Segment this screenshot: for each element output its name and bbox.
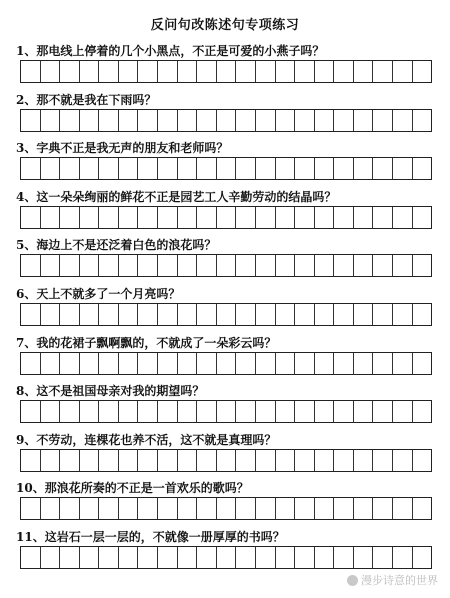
answer-cell[interactable] (413, 158, 432, 179)
answer-cell[interactable] (295, 110, 315, 131)
answer-cell[interactable] (138, 353, 158, 374)
answer-cell[interactable] (334, 304, 354, 325)
answer-cell[interactable] (21, 304, 41, 325)
answer-cell[interactable] (334, 110, 354, 131)
answer-cell[interactable] (178, 353, 198, 374)
answer-cell[interactable] (41, 110, 61, 131)
answer-cell[interactable] (295, 401, 315, 422)
answer-cell[interactable] (158, 547, 178, 568)
answer-cell[interactable] (217, 498, 237, 519)
answer-cell[interactable] (80, 547, 100, 568)
answer-cell[interactable] (217, 450, 237, 471)
answer-cell[interactable] (315, 498, 335, 519)
answer-cell[interactable] (99, 450, 119, 471)
answer-cell[interactable] (217, 353, 237, 374)
answer-cell[interactable] (334, 61, 354, 82)
answer-cell[interactable] (276, 353, 296, 374)
question-text: 3、字典不正是我无声的朋友和老师吗？ (16, 141, 229, 156)
answer-cell[interactable] (41, 255, 61, 276)
answer-cell[interactable] (80, 401, 100, 422)
answer-cell[interactable] (315, 158, 335, 179)
answer-cell[interactable] (178, 498, 198, 519)
answer-cell[interactable] (413, 207, 432, 228)
answer-cell[interactable] (276, 110, 296, 131)
answer-cell[interactable] (354, 547, 374, 568)
answer-cell[interactable] (178, 304, 198, 325)
answer-cell[interactable] (315, 304, 335, 325)
answer-cell[interactable] (99, 61, 119, 82)
answer-cell[interactable] (373, 110, 393, 131)
answer-cell[interactable] (295, 450, 315, 471)
answer-cell[interactable] (138, 304, 158, 325)
answer-cell[interactable] (197, 110, 217, 131)
answer-cell[interactable] (334, 450, 354, 471)
answer-cell[interactable] (413, 450, 432, 471)
answer-cell[interactable] (197, 61, 217, 82)
answer-cell[interactable] (334, 401, 354, 422)
answer-grid (20, 400, 432, 423)
answer-cell[interactable] (178, 401, 198, 422)
answer-cell[interactable] (236, 255, 256, 276)
answer-cell[interactable] (354, 158, 374, 179)
answer-cell[interactable] (138, 61, 158, 82)
answer-cell[interactable] (217, 61, 237, 82)
answer-cell[interactable] (315, 110, 335, 131)
answer-cell[interactable] (197, 353, 217, 374)
answer-cell[interactable] (41, 450, 61, 471)
answer-cell[interactable] (80, 207, 100, 228)
answer-cell[interactable] (197, 401, 217, 422)
answer-cell[interactable] (217, 401, 237, 422)
question-text: 6、天上不就多了一个月亮吗？ (16, 287, 181, 301)
answer-cell[interactable] (60, 158, 80, 179)
answer-cell[interactable] (21, 450, 41, 471)
answer-cell[interactable] (354, 255, 374, 276)
answer-cell[interactable] (41, 401, 61, 422)
answer-cell[interactable] (256, 547, 276, 568)
answer-cell[interactable] (80, 353, 100, 374)
answer-cell[interactable] (99, 158, 119, 179)
answer-cell[interactable] (158, 207, 178, 228)
answer-cell[interactable] (217, 255, 237, 276)
answer-cell[interactable] (99, 547, 119, 568)
answer-cell[interactable] (373, 255, 393, 276)
answer-cell[interactable] (21, 207, 41, 228)
answer-cell[interactable] (256, 450, 276, 471)
question-text: 9、不劳动，连棵花也养不活，这不就是真理吗？ (16, 432, 277, 447)
answer-cell[interactable] (178, 450, 198, 471)
answer-cell[interactable] (21, 110, 41, 131)
question-text: 11、这岩石一层一层的，不就像一册厚厚的书吗？ (16, 530, 285, 544)
answer-cell[interactable] (99, 498, 119, 519)
answer-cell[interactable] (21, 255, 41, 276)
answer-cell[interactable] (80, 255, 100, 276)
answer-cell[interactable] (217, 110, 237, 131)
answer-cell[interactable] (393, 498, 413, 519)
answer-cell[interactable] (41, 304, 61, 325)
answer-cell[interactable] (60, 304, 80, 325)
answer-grid (20, 157, 432, 180)
answer-cell[interactable] (276, 547, 296, 568)
answer-cell[interactable] (21, 353, 41, 374)
answer-cell[interactable] (236, 304, 256, 325)
answer-cell[interactable] (80, 61, 100, 82)
answer-cell[interactable] (315, 547, 335, 568)
answer-cell[interactable] (41, 61, 61, 82)
answer-cell[interactable] (158, 255, 178, 276)
answer-cell[interactable] (138, 450, 158, 471)
answer-cell[interactable] (354, 207, 374, 228)
answer-cell[interactable] (99, 304, 119, 325)
answer-grid (20, 303, 432, 326)
question-text: 4、这一朵朵绚丽的鲜花不正是园艺工人辛勤劳动的结晶吗？ (16, 189, 337, 204)
answer-cell[interactable] (354, 401, 374, 422)
answer-cell[interactable] (99, 353, 119, 374)
answer-cell[interactable] (99, 255, 119, 276)
answer-cell[interactable] (354, 353, 374, 374)
answer-cell[interactable] (80, 110, 100, 131)
answer-cell[interactable] (295, 255, 315, 276)
answer-grid (20, 206, 432, 229)
watermark-text: 漫步诗意的世界 (361, 574, 438, 587)
answer-cell[interactable] (256, 304, 276, 325)
answer-cell[interactable] (393, 110, 413, 131)
answer-cell[interactable] (295, 547, 315, 568)
answer-cell[interactable] (373, 353, 393, 374)
answer-cell[interactable] (393, 450, 413, 471)
answer-cell[interactable] (334, 498, 354, 519)
answer-cell[interactable] (197, 304, 217, 325)
answer-cell[interactable] (80, 158, 100, 179)
answer-cell[interactable] (138, 547, 158, 568)
answer-cell[interactable] (393, 207, 413, 228)
answer-cell[interactable] (373, 207, 393, 228)
answer-cell[interactable] (315, 61, 335, 82)
answer-cell[interactable] (119, 353, 139, 374)
answer-cell[interactable] (276, 450, 296, 471)
answer-cell[interactable] (413, 110, 432, 131)
answer-cell[interactable] (373, 304, 393, 325)
answer-cell[interactable] (217, 304, 237, 325)
answer-cell[interactable] (236, 450, 256, 471)
answer-cell[interactable] (197, 450, 217, 471)
answer-cell[interactable] (413, 304, 432, 325)
answer-cell[interactable] (119, 304, 139, 325)
answer-cell[interactable] (60, 207, 80, 228)
answer-grid (20, 60, 432, 83)
answer-cell[interactable] (60, 353, 80, 374)
answer-cell[interactable] (178, 158, 198, 179)
answer-cell[interactable] (413, 255, 432, 276)
answer-cell[interactable] (158, 498, 178, 519)
answer-cell[interactable] (276, 255, 296, 276)
answer-cell[interactable] (119, 547, 139, 568)
answer-cell[interactable] (334, 158, 354, 179)
answer-grid (20, 254, 432, 277)
answer-cell[interactable] (178, 61, 198, 82)
answer-cell[interactable] (158, 158, 178, 179)
answer-cell[interactable] (197, 547, 217, 568)
answer-cell[interactable] (256, 353, 276, 374)
answer-cell[interactable] (334, 353, 354, 374)
answer-cell[interactable] (158, 110, 178, 131)
answer-cell[interactable] (373, 498, 393, 519)
answer-cell[interactable] (413, 61, 432, 82)
answer-grid (20, 109, 432, 132)
answer-cell[interactable] (236, 158, 256, 179)
answer-cell[interactable] (197, 158, 217, 179)
answer-cell[interactable] (256, 61, 276, 82)
answer-cell[interactable] (197, 207, 217, 228)
answer-cell[interactable] (295, 61, 315, 82)
answer-cell[interactable] (236, 498, 256, 519)
answer-cell[interactable] (60, 498, 80, 519)
answer-cell[interactable] (295, 498, 315, 519)
answer-cell[interactable] (393, 158, 413, 179)
answer-cell[interactable] (80, 450, 100, 471)
answer-cell[interactable] (373, 401, 393, 422)
worksheet-title: 反问句改陈述句专项练习 (150, 18, 300, 33)
answer-cell[interactable] (197, 255, 217, 276)
answer-cell[interactable] (178, 207, 198, 228)
answer-cell[interactable] (373, 547, 393, 568)
answer-cell[interactable] (60, 61, 80, 82)
answer-cell[interactable] (256, 158, 276, 179)
answer-cell[interactable] (21, 498, 41, 519)
answer-cell[interactable] (276, 158, 296, 179)
answer-cell[interactable] (158, 450, 178, 471)
answer-cell[interactable] (138, 255, 158, 276)
answer-cell[interactable] (315, 450, 335, 471)
answer-cell[interactable] (315, 255, 335, 276)
answer-cell[interactable] (373, 450, 393, 471)
answer-grid (20, 497, 432, 520)
answer-cell[interactable] (41, 547, 61, 568)
answer-cell[interactable] (276, 304, 296, 325)
answer-cell[interactable] (119, 498, 139, 519)
answer-cell[interactable] (256, 401, 276, 422)
answer-cell[interactable] (178, 255, 198, 276)
answer-cell[interactable] (119, 207, 139, 228)
answer-cell[interactable] (138, 207, 158, 228)
watermark (347, 572, 438, 588)
answer-cell[interactable] (21, 158, 41, 179)
answer-cell[interactable] (354, 110, 374, 131)
answer-cell[interactable] (60, 401, 80, 422)
answer-cell[interactable] (413, 401, 432, 422)
answer-cell[interactable] (60, 450, 80, 471)
answer-cell[interactable] (138, 158, 158, 179)
answer-cell[interactable] (393, 353, 413, 374)
answer-cell[interactable] (315, 207, 335, 228)
answer-cell[interactable] (393, 255, 413, 276)
answer-cell[interactable] (373, 61, 393, 82)
answer-cell[interactable] (236, 207, 256, 228)
answer-cell[interactable] (393, 401, 413, 422)
answer-cell[interactable] (236, 353, 256, 374)
answer-cell[interactable] (413, 547, 432, 568)
answer-cell[interactable] (295, 304, 315, 325)
watermark-logo-icon (347, 575, 358, 586)
question-text: 5、海边上不是还泛着白色的浪花吗？ (16, 238, 217, 253)
answer-cell[interactable] (393, 547, 413, 568)
answer-cell[interactable] (158, 304, 178, 325)
answer-cell[interactable] (197, 498, 217, 519)
answer-cell[interactable] (41, 353, 61, 374)
answer-grid (20, 546, 432, 569)
answer-cell[interactable] (295, 158, 315, 179)
answer-cell[interactable] (373, 158, 393, 179)
answer-cell[interactable] (315, 401, 335, 422)
answer-grid (20, 352, 432, 375)
answer-cell[interactable] (99, 401, 119, 422)
question-text: 1、那电线上停着的几个小黑点，不正是可爱的小燕子吗？ (16, 44, 325, 58)
answer-cell[interactable] (236, 110, 256, 131)
answer-cell[interactable] (256, 110, 276, 131)
answer-cell[interactable] (217, 207, 237, 228)
answer-cell[interactable] (119, 110, 139, 131)
answer-cell[interactable] (217, 158, 237, 179)
answer-cell[interactable] (354, 61, 374, 82)
answer-cell[interactable] (178, 547, 198, 568)
question-text: 2、那不就是我在下雨吗？ (16, 92, 157, 107)
answer-cell[interactable] (236, 547, 256, 568)
answer-cell[interactable] (334, 255, 354, 276)
answer-cell[interactable] (138, 110, 158, 131)
answer-cell[interactable] (60, 110, 80, 131)
answer-cell[interactable] (21, 401, 41, 422)
answer-cell[interactable] (99, 207, 119, 228)
answer-cell[interactable] (21, 547, 41, 568)
answer-cell[interactable] (315, 353, 335, 374)
answer-cell[interactable] (354, 304, 374, 325)
answer-cell[interactable] (276, 401, 296, 422)
answer-cell[interactable] (119, 255, 139, 276)
answer-cell[interactable] (256, 255, 276, 276)
answer-cell[interactable] (138, 498, 158, 519)
answer-cell[interactable] (41, 158, 61, 179)
question-text: 7、我的花裙子飘啊飘的，不就成了一朵彩云吗？ (16, 335, 277, 350)
answer-cell[interactable] (295, 353, 315, 374)
answer-cell[interactable] (80, 304, 100, 325)
answer-cell[interactable] (413, 498, 432, 519)
answer-cell[interactable] (41, 207, 61, 228)
answer-cell[interactable] (295, 207, 315, 228)
answer-cell[interactable] (158, 61, 178, 82)
answer-cell[interactable] (354, 498, 374, 519)
answer-cell[interactable] (119, 61, 139, 82)
answer-cell[interactable] (256, 498, 276, 519)
answer-cell[interactable] (236, 61, 256, 82)
answer-cell[interactable] (119, 450, 139, 471)
answer-cell[interactable] (138, 401, 158, 422)
answer-cell[interactable] (41, 498, 61, 519)
answer-cell[interactable] (60, 547, 80, 568)
answer-cell[interactable] (80, 498, 100, 519)
answer-cell[interactable] (276, 61, 296, 82)
answer-cell[interactable] (217, 547, 237, 568)
answer-cell[interactable] (393, 61, 413, 82)
answer-cell[interactable] (158, 353, 178, 374)
answer-cell[interactable] (334, 547, 354, 568)
answer-cell[interactable] (276, 207, 296, 228)
answer-cell[interactable] (236, 401, 256, 422)
answer-cell[interactable] (256, 207, 276, 228)
answer-cell[interactable] (334, 207, 354, 228)
answer-cell[interactable] (413, 353, 432, 374)
answer-cell[interactable] (354, 450, 374, 471)
answer-cell[interactable] (119, 158, 139, 179)
answer-cell[interactable] (99, 110, 119, 131)
answer-cell[interactable] (119, 401, 139, 422)
answer-cell[interactable] (276, 498, 296, 519)
question-text: 10、那浪花所奏的不正是一首欢乐的歌吗？ (16, 481, 249, 496)
answer-cell[interactable] (178, 110, 198, 131)
answer-cell[interactable] (393, 304, 413, 325)
answer-cell[interactable] (60, 255, 80, 276)
answer-cell[interactable] (158, 401, 178, 422)
question-text: 8、这不是祖国母亲对我的期望吗？ (16, 384, 205, 399)
answer-cell[interactable] (21, 61, 41, 82)
answer-grid (20, 449, 432, 472)
